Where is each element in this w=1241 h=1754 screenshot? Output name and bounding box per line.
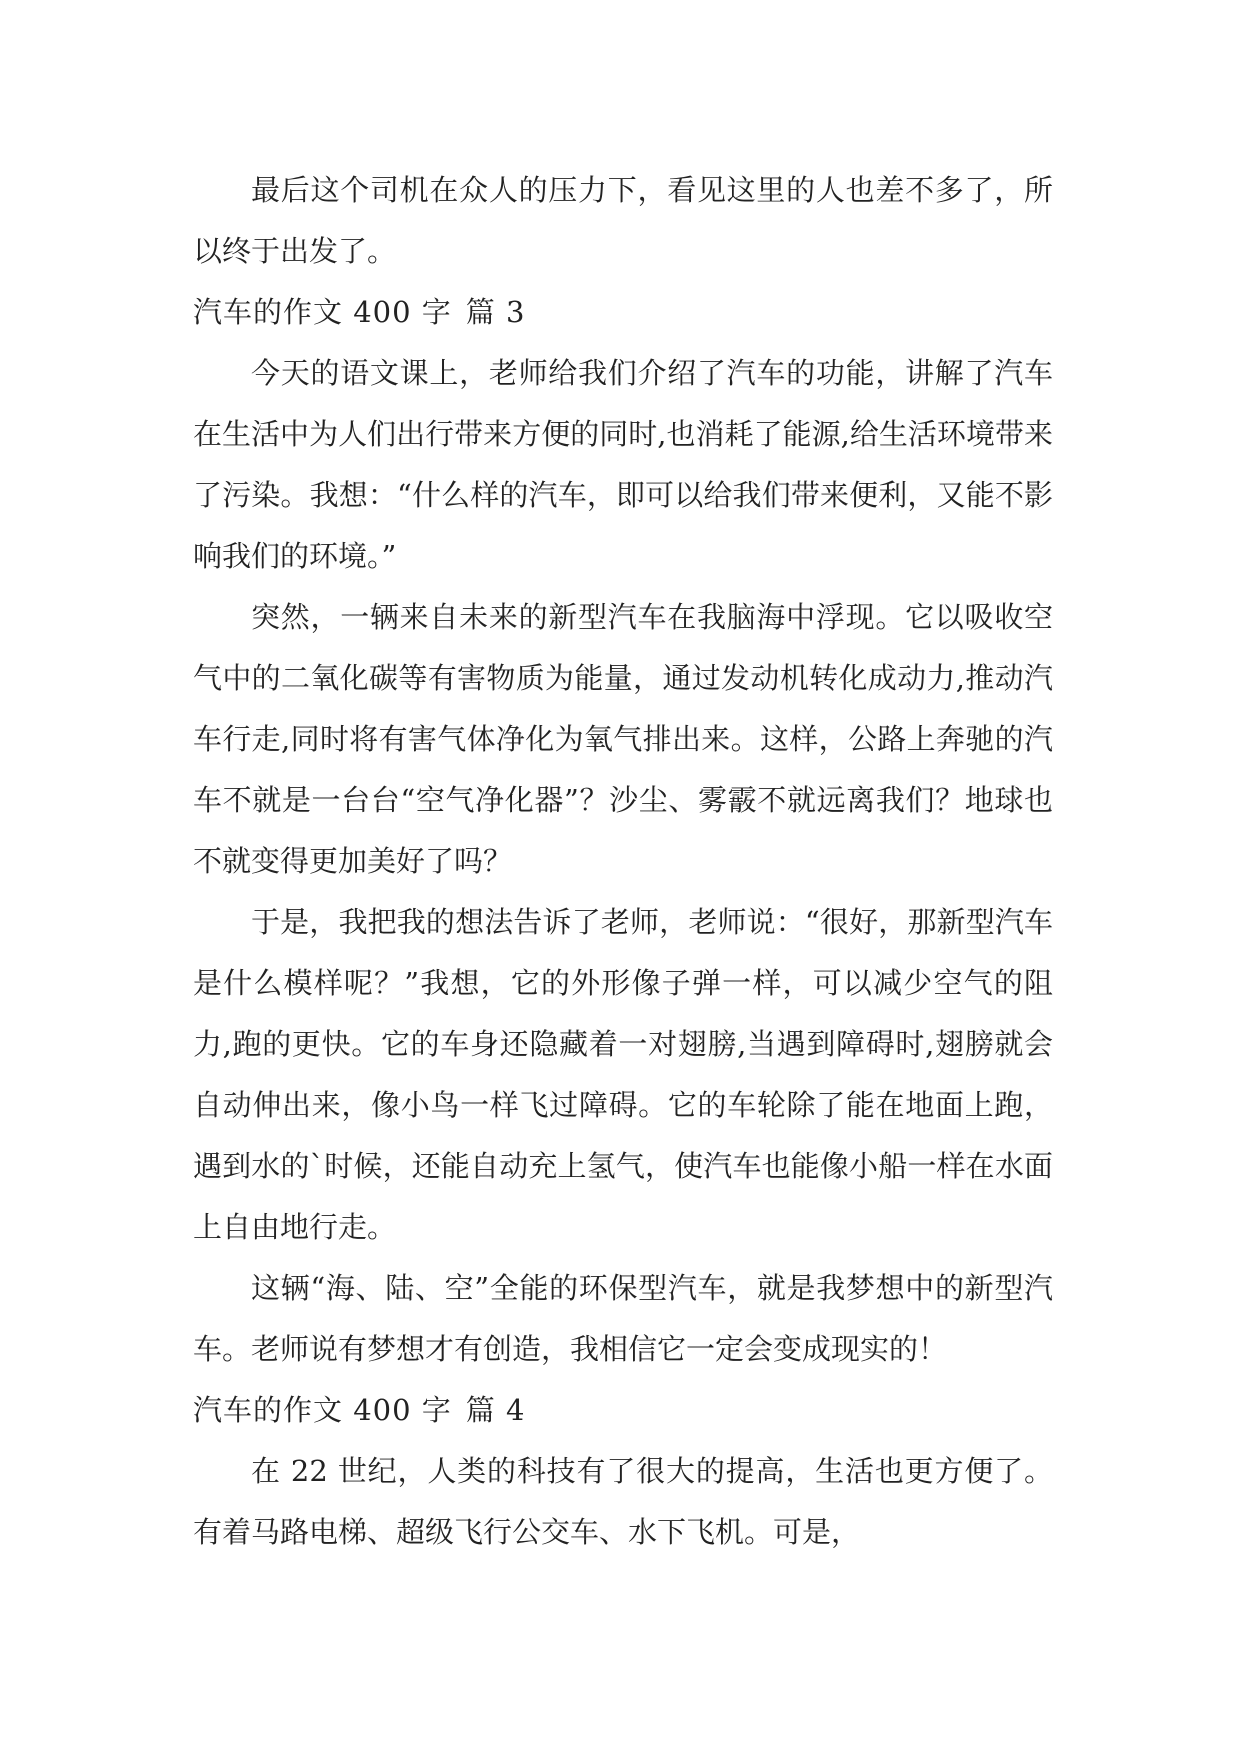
paragraph: 这辆“海、陆、空”全能的环保型汽车，就是我梦想中的新型汽车。老师说有梦想才有创造，我相信它一定会变成现实的！ — [193, 1271, 1053, 1366]
paragraph: 在 22 世纪，人类的科技有了很大的提高，生活也更方便了。有着马路电梯、超级飞行公交车、水下飞机。可是， — [193, 1454, 1053, 1549]
document-page — [193, 160, 1053, 1563]
paragraph: 今天的语文课上，老师给我们介绍了汽车的功能，讲解了汽车在生活中为人们出行带来方便的同时,也消耗了能源,给生活环境带来了污染。我想：“什么样的汽车，即可以给我们带来便利，又能不影响我们的环境。” — [193, 356, 1053, 573]
heading-label: 篇 4 — [465, 1393, 526, 1427]
heading-title: 汽车的作文 400 字 — [193, 295, 452, 329]
paragraph: 最后这个司机在众人的压力下，看见这里的人也差不多了，所以终于出发了。 — [193, 173, 1053, 268]
heading-label: 篇 3 — [465, 295, 526, 329]
paragraph: 于是，我把我的想法告诉了老师，老师说：“很好，那新型汽车是什么模样呢？”我想，它的外形像子弹一样，可以减少空气的阻力,跑的更快。它的车身还隐藏着一对翅膀,当遇到障碍时,翅膀就会自动伸出来，像小鸟一样飞过障碍。它的车轮除了能在地面上跑，遇到水的`时候，还能自动充上氢气，使汽车也能像小船一样在水面上自由地行走。 — [193, 905, 1053, 1244]
section-heading — [193, 282, 1053, 343]
section-heading — [193, 1380, 1053, 1441]
heading-title: 汽车的作文 400 字 — [193, 1393, 452, 1427]
paragraph: 突然，一辆来自未来的新型汽车在我脑海中浮现。它以吸收空气中的二氧化碳等有害物质为能量，通过发动机转化成动力,推动汽车行走,同时将有害气体净化为氧气排出来。这样，公路上奔驰的汽车不就是一台台“空气净化器”？沙尘、雾霰不就远离我们？地球也不就变得更加美好了吗？ — [193, 600, 1053, 878]
